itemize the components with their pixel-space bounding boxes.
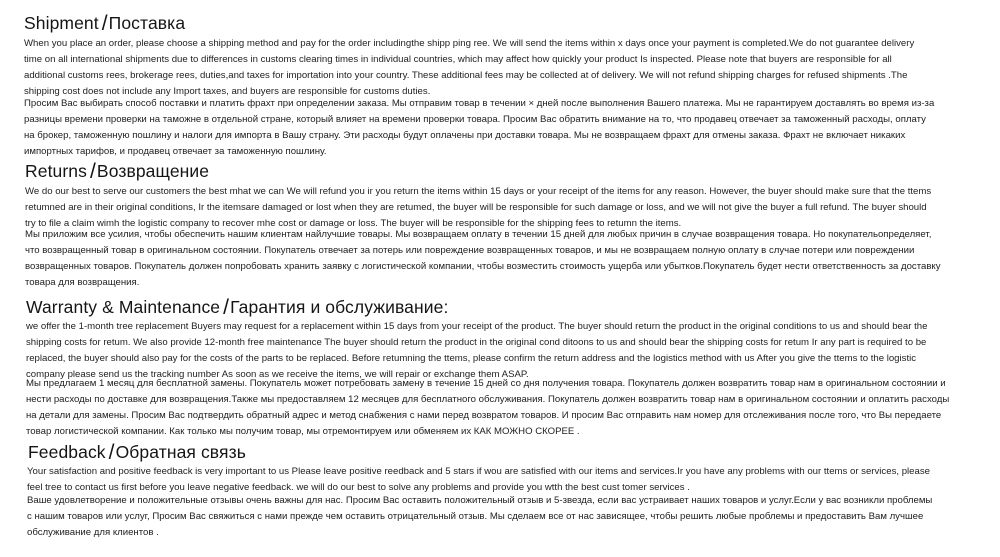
- text-line: replaced, the buyer should also pay for the costs of the parts to be replaced. Before retumning the ttems, please confirm the return address and the logistics method with us After you give the ttems to the logistic: [26, 353, 917, 365]
- heading-en: Returns: [25, 161, 87, 181]
- heading-slash: /: [108, 441, 115, 464]
- text-line: We do our best to serve our customers the best mhat we can We will refund you ir you return the items within 15 days or your receipt of the items for any reason. However, the buyer should make sure that the ttems: [25, 186, 932, 197]
- text-line: we offer the 1-month tree replacement Buyers may request for a replacement within 15 days from your receipt of the product. The buyer should return the product in the original conditions to us and should bear the: [26, 321, 928, 332]
- text-line: обслуживание для клиентов .: [27, 527, 159, 539]
- text-line: что возвращенный товар в оригинальном состоянии. Покупатель отвечает за потерь или повреждение возвращенных товаров, и мы не возвращаем полную оплату в случае потери или повреждении: [25, 245, 915, 257]
- text-line: retumned are in their original conditions, Ir the itemsare damaged or lost when they are retumed, the buyer will be responsible for such damage or loss, and we will not give the buyer a full refund. The buyer should: [25, 202, 927, 214]
- heading-slash: /: [223, 296, 230, 319]
- heading-shipment: [24, 13, 185, 33]
- text-line: нести расходы по доставке для возвращения.Также мы предоставляем 12 месяцев для бесплатного обслуживания. Покупатель должен возвратить товар нам в оригинальном состоянии и оплатить расходы: [26, 394, 950, 406]
- paragraph-shipment-ru: [24, 96, 934, 160]
- paragraph-shipment-en: [24, 36, 914, 100]
- text-line: shipping cost does not include any Import taxes, and buyers are responsible for customs duties.: [24, 86, 431, 98]
- text-line: Мы предлагаем 1 месяц для бесплатной замены. Покупатель может потребовать замену в течение 15 дней со дня получения товара. Покупатель должен возвратить товар нам в оригинальном состоянии и: [26, 378, 946, 389]
- heading-warranty: [26, 297, 448, 317]
- text-line: Просим Вас выбирать способ поставки и платить фрахт при определении заказа. Мы отправим товар в течении × дней после выполнения Вашего платежа. Мы не гарантируем доставлять во время из-за: [24, 98, 935, 109]
- text-line: try to file a claim wimh the logistic company to recover mhe cost or damage or loss. The buyer will be responsible for the shipping fees to retumn the items.: [25, 218, 682, 230]
- text-line: на детали для замены. Просим Вас подтвердить обратный адрес и метод снабжения с нами перед возвратом товаров. И просим Вас отправить нам номер для отслеживания после того, что Вы передаете: [26, 410, 942, 422]
- paragraph-warranty-en: [26, 319, 927, 383]
- text-line: Ваше удовлетворение и положительные отзывы очень важны для нас. Просим Вас оставить положительный отзыв и 5-звезда, если вас устраивает наших товаров и услуг.Если у вас возникли проблемы: [27, 495, 933, 506]
- paragraph-warranty-ru: [26, 376, 949, 440]
- paragraph-feedback-ru: [27, 493, 932, 541]
- text-line: разницы времени проверки на таможне в отдельной стране, который влияет на времени проверки товара. Просим Вас обратить внимание на то, что продавец отвечает за таможенный расходы, оплату: [24, 114, 926, 126]
- text-line: возвращенных товаров. Покупатель должен попробовать хранить заявку с логистической компании, чтобы возместить стоимость ущерба или убытков.Покупатель будет нести ответственность за доставку: [25, 261, 941, 273]
- paragraph-returns-ru: [25, 227, 941, 291]
- text-line: feel tree to contact us first before you leave negative feedback. we will do our best to solve any problems and provide you wtth the best cust tomer services .: [27, 482, 690, 494]
- paragraph-feedback-en: [27, 464, 930, 496]
- heading-ru: Обратная связь: [115, 442, 246, 462]
- heading-en: Shipment: [24, 13, 99, 33]
- text-line: company please send us the tracking number As soon as we receive the items, we will repair or exchange them ASAP.: [26, 369, 529, 381]
- text-line: товар логистической компании. Как только мы получим товар, мы отремонтируем или обменяем их КАК МОЖНО СКОРЕЕ .: [26, 426, 580, 438]
- heading-slash: /: [101, 12, 108, 35]
- heading-ru: Гарантия и обслуживание:: [230, 297, 449, 317]
- text-line: на брокер, таможенную пошлину и налоги для импорта в Вашу страну. Эти расходы будут оплачены при доставки товара. Мы не возвращаем фрахт для отмены заказа. Фрахт не включает никаких: [24, 130, 906, 142]
- heading-en: Warranty & Maintenance: [26, 297, 221, 317]
- heading-ru: Возвращение: [96, 161, 210, 181]
- heading-ru: Поставка: [108, 13, 186, 33]
- text-line: Your satisfaction and positive feedback is very important to us Please leave positive reedback and 5 stars if wou are satisfied with our items and services.Ir you have any problems with our ttems or services, please: [27, 466, 930, 477]
- text-line: time on all international shipments due to differences in customs clearing times in individual countries, which may affect how quickly your product Is inspected. Please note that buyers are responsible for all: [24, 54, 892, 66]
- heading-slash: /: [89, 160, 96, 183]
- heading-returns: [25, 161, 209, 181]
- text-line: Мы приложим все усилия, чтобы обеспечить нашим клиентам найлучшие товары. Мы возвращаем оплату в течении 15 дней для любых причин в случае возвращения товара. Но покупательопределяет,: [25, 229, 932, 240]
- heading-en: Feedback: [28, 442, 106, 462]
- text-line: shipping costs for retum. We also provide 12-month free maintenance The buyer should return the product in the original cond ditoons to us and should bear the shipping costs for retum Ir any part is required to be: [26, 337, 927, 349]
- text-line: товара для возвращения.: [25, 277, 140, 289]
- text-line: When you place an order, please choose a shipping method and pay for the order includingthe shipp ping ree. We will send the items within x days once your payment is completed.We do not guarantee delivery: [24, 38, 915, 49]
- text-line: с нашим товаров или услуг, Просим Вас свяжиться с нами прежде чем оставить отрицательный отзыв. Мы сделаем все от нас зависящее, чтобы решить любые проблемы и предоставить Вам лучшее: [27, 511, 924, 523]
- text-line: импортных тарифов, и продавец отвечает за таможенную пошлину.: [24, 146, 327, 158]
- heading-feedback: [28, 442, 246, 462]
- paragraph-returns-en: [25, 184, 931, 232]
- text-line: additional customs rees, brokerage rees, duties,and taxes for importation into your country. These additional fees may be collected at of delivery. We will not refund shipping charges for refused shipments .The: [24, 70, 908, 82]
